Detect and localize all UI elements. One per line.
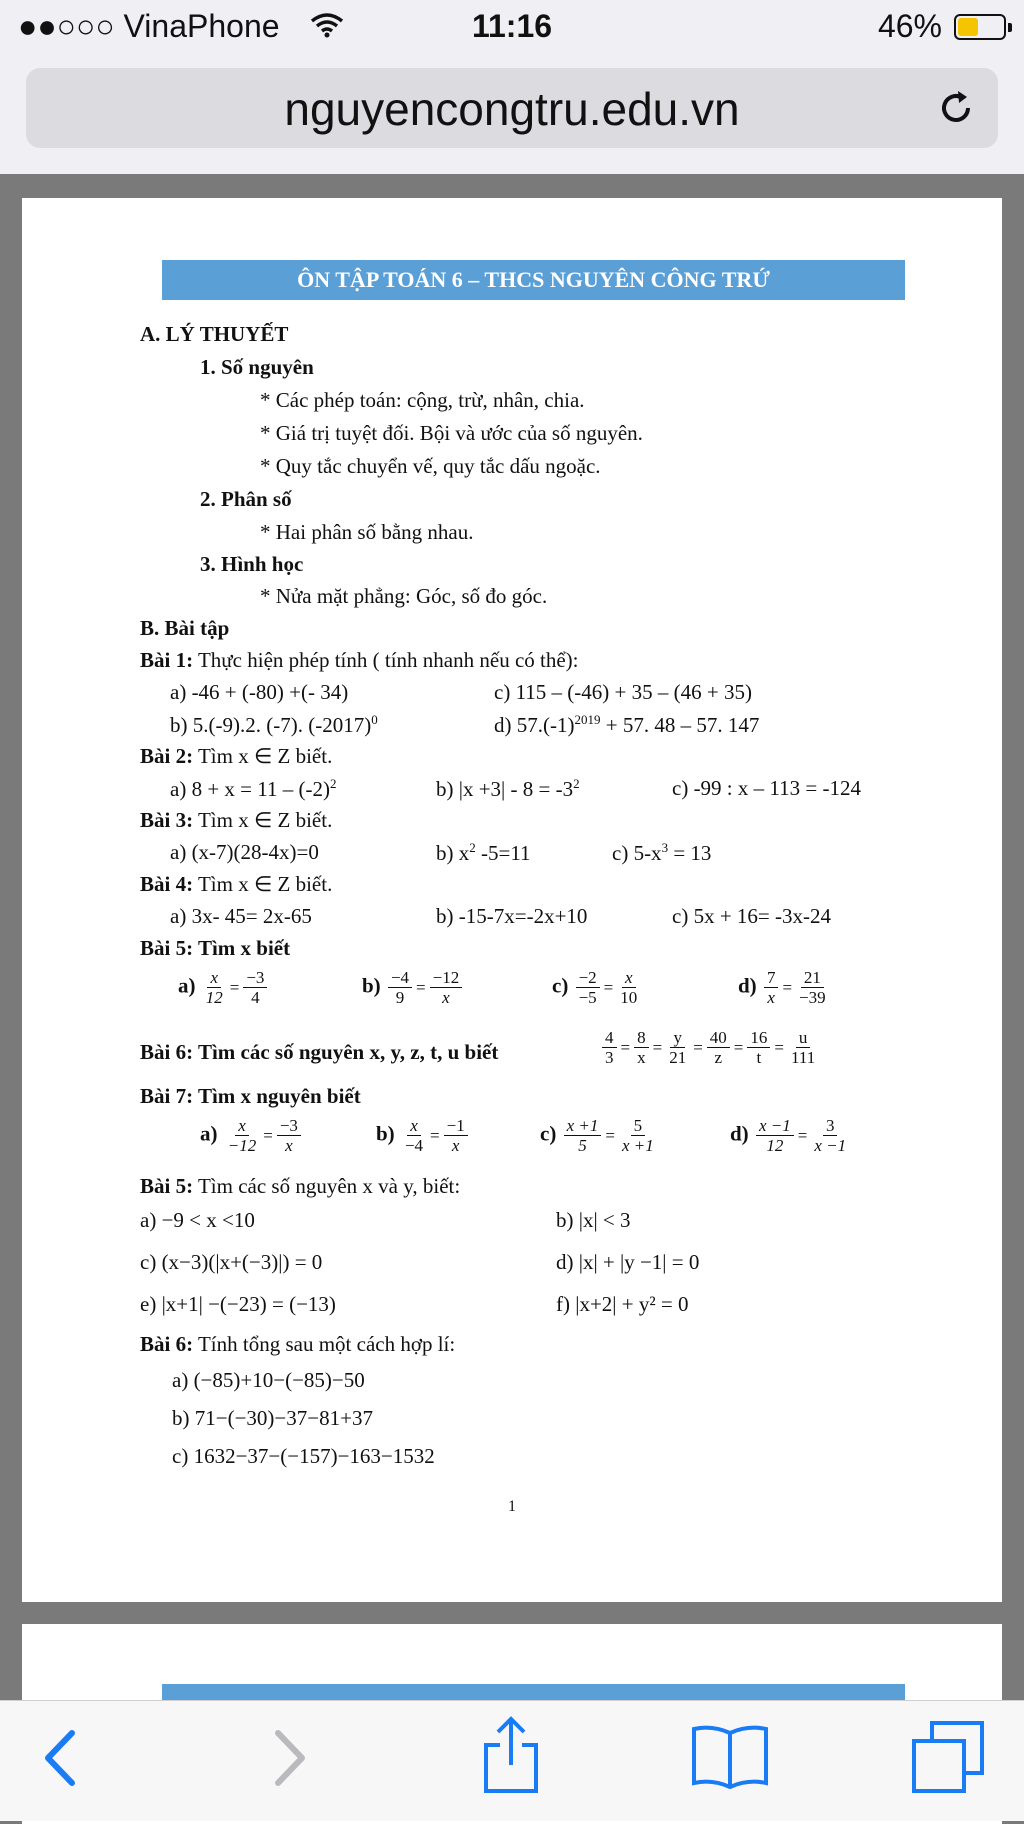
tabs-icon[interactable] — [910, 1719, 986, 1795]
fraction-equation: d) $\frac{7}{x}$ = $\frac{21}{-39}$ — [738, 968, 826, 1007]
exercise-1-title: Bài 1: Thực hiện phép tính ( tính nhanh nếu có thể): — [140, 648, 579, 672]
equals-sign: = — [693, 1037, 703, 1057]
status-bar — [0, 0, 1024, 56]
fraction-equation: c) $\frac{x +1}{5}$ = $\frac{5}{x +1}$ — [540, 1116, 654, 1155]
equals-sign: = — [733, 1037, 744, 1057]
bullet-text: * Quy tắc chuyển vế, quy tắc dấu ngoặc. — [260, 454, 601, 478]
exercise-item: c) -99 : x – 113 = -124 — [672, 776, 861, 800]
bullet-text: * Các phép toán: cộng, trừ, nhân, chia. — [260, 388, 585, 412]
fraction-equation: c) $\frac{-2}{-5}$ = $\frac{x}{10}$ — [552, 968, 638, 1007]
battery-icon — [954, 14, 1006, 40]
fraction: $\frac{40}{z}$ — [707, 1028, 730, 1067]
exercise-item: d) |x| + |y −1| = 0 — [556, 1250, 700, 1274]
exercise-6-title: Bài 6: Tìm các số nguyên x, y, z, t, u biết — [140, 1040, 499, 1064]
section-heading: 2. Phân số — [200, 487, 292, 511]
fraction-equation: b) $\frac{x}{-4}$ = $\frac{-1}{x}$ — [376, 1116, 470, 1155]
exercise-2-title: Bài 2: Tìm x ∈ Z biết. — [140, 744, 333, 768]
url-text[interactable]: nguyencongtru.edu.vn — [284, 83, 740, 135]
fraction: $\frac{y}{21}$ — [669, 1028, 687, 1067]
equals-sign: = — [620, 1037, 631, 1057]
exercise-item: b) -15-7x=-2x+10 — [436, 904, 588, 928]
clock: 11:16 — [471, 8, 553, 44]
exercise-item: a) -46 + (-80) +(- 34) — [170, 680, 349, 704]
fraction: $\frac{16}{t}$ — [747, 1028, 770, 1067]
exercise-item: c) (x−3)(|x+(−3)|) = 0 — [140, 1250, 323, 1274]
exercise-item: d) $57.(-1)^{2019} + 57$. 48 – 57. 147 — [494, 712, 760, 737]
exercise-item: b) $x^2$ -5=11 — [436, 840, 531, 865]
fraction-chain — [600, 1028, 820, 1067]
section-heading: 3. Hình học — [200, 552, 304, 576]
exercise-3-title: Bài 3: Tìm x ∈ Z biết. — [140, 808, 333, 832]
exercise-item: b) $|x +3| - 8 = -3^2$ — [436, 776, 580, 801]
reload-icon[interactable] — [934, 86, 978, 130]
exercise-5-title: Bài 5: Tìm x biết — [140, 936, 291, 960]
exercise-item: c) 5x + 16= -3x-24 — [672, 904, 831, 928]
page-number: 1 — [508, 1498, 516, 1515]
document-banner: ÔN TẬP TOÁN 6 – THCS NGUYÊN CÔNG TRỨ — [162, 260, 905, 300]
exercise-item: c) 1632−37−(−157)−163−1532 — [172, 1444, 435, 1468]
bookmarks-icon[interactable] — [690, 1723, 770, 1789]
equals-sign: = — [774, 1037, 784, 1057]
exercise-item: c) 115 – (-46) + 35 – (46 + 35) — [494, 680, 752, 704]
exercise-item: a) 3x- 45= 2x-65 — [170, 904, 312, 928]
exercise-4-title: Bài 4: Tìm x ∈ Z biết. — [140, 872, 333, 896]
fraction: $\frac{4}{3}$ — [602, 1028, 617, 1067]
exercise-item: b) 5.(-9).2. (-7). $(-2017)^0$ — [170, 712, 378, 737]
exercise-item: c) $5-x^3 = 13$ — [612, 840, 712, 865]
exercise-7-title: Bài 7: Tìm x nguyên biết — [140, 1084, 361, 1108]
exercise-item: a) −9 < x <10 — [140, 1208, 255, 1232]
bullet-text: * Hai phân số bằng nhau. — [260, 520, 474, 544]
exercise-5b-title: Bài 5: Tìm các số nguyên x và y, biết: — [140, 1174, 461, 1198]
bullet-text: * Giá trị tuyệt đối. Bội và ước của số nguyên. — [260, 421, 643, 445]
exercise-heading: B. Bài tập — [140, 616, 230, 640]
fraction: $\frac{8}{x}$ — [634, 1028, 649, 1067]
equals-sign: = — [652, 1037, 663, 1057]
fraction-equation: a) $\frac{x}{-12}$ = $\frac{-3}{x}$ — [200, 1116, 303, 1155]
exercise-item: a) (x-7)(28-4x)=0 — [170, 840, 319, 864]
fraction: $\frac{u}{111}$ — [790, 1028, 816, 1067]
url-field[interactable] — [26, 68, 998, 148]
exercise-item: a) $8 + x = 11 - (-2)^2$ — [170, 776, 337, 801]
bullet-text: * Nửa mặt phẳng: Góc, số đo góc. — [260, 584, 548, 608]
exercise-6b-title: Bài 6: Tính tổng sau một cách hợp lí: — [140, 1332, 456, 1356]
document-page — [22, 198, 1002, 1602]
fraction-equation: d) $\frac{x -1}{12}$ = $\frac{3}{x -1}$ — [730, 1116, 847, 1155]
exercise-item: b) |x| < 3 — [556, 1208, 631, 1232]
exercise-item: f) |x+2| + y² = 0 — [556, 1292, 689, 1316]
address-bar — [0, 56, 1024, 174]
back-icon[interactable] — [36, 1725, 86, 1791]
exercise-item: b) 71−(−30)−37−81+37 — [172, 1406, 373, 1430]
share-icon[interactable] — [478, 1715, 544, 1795]
section-heading: 1. Số nguyên — [200, 355, 314, 379]
fraction-equation: a) $\frac{x}{12}$ = $\frac{-3}{4}$ — [178, 968, 269, 1007]
forward-icon[interactable] — [264, 1725, 314, 1791]
browser-toolbar — [0, 1700, 1024, 1821]
battery-percent: 46% — [877, 8, 942, 44]
exercise-item: a) (−85)+10−(−85)−50 — [172, 1368, 365, 1392]
theory-heading: A. LÝ THUYẾT — [140, 322, 289, 346]
carrier-label: ●●○○○ VinaPhone — [18, 8, 280, 44]
exercise-item: e) |x+1| −(−23) = (−13) — [140, 1292, 336, 1316]
fraction-equation: b) $\frac{-4}{9}$ = $\frac{-12}{x}$ — [362, 968, 464, 1007]
